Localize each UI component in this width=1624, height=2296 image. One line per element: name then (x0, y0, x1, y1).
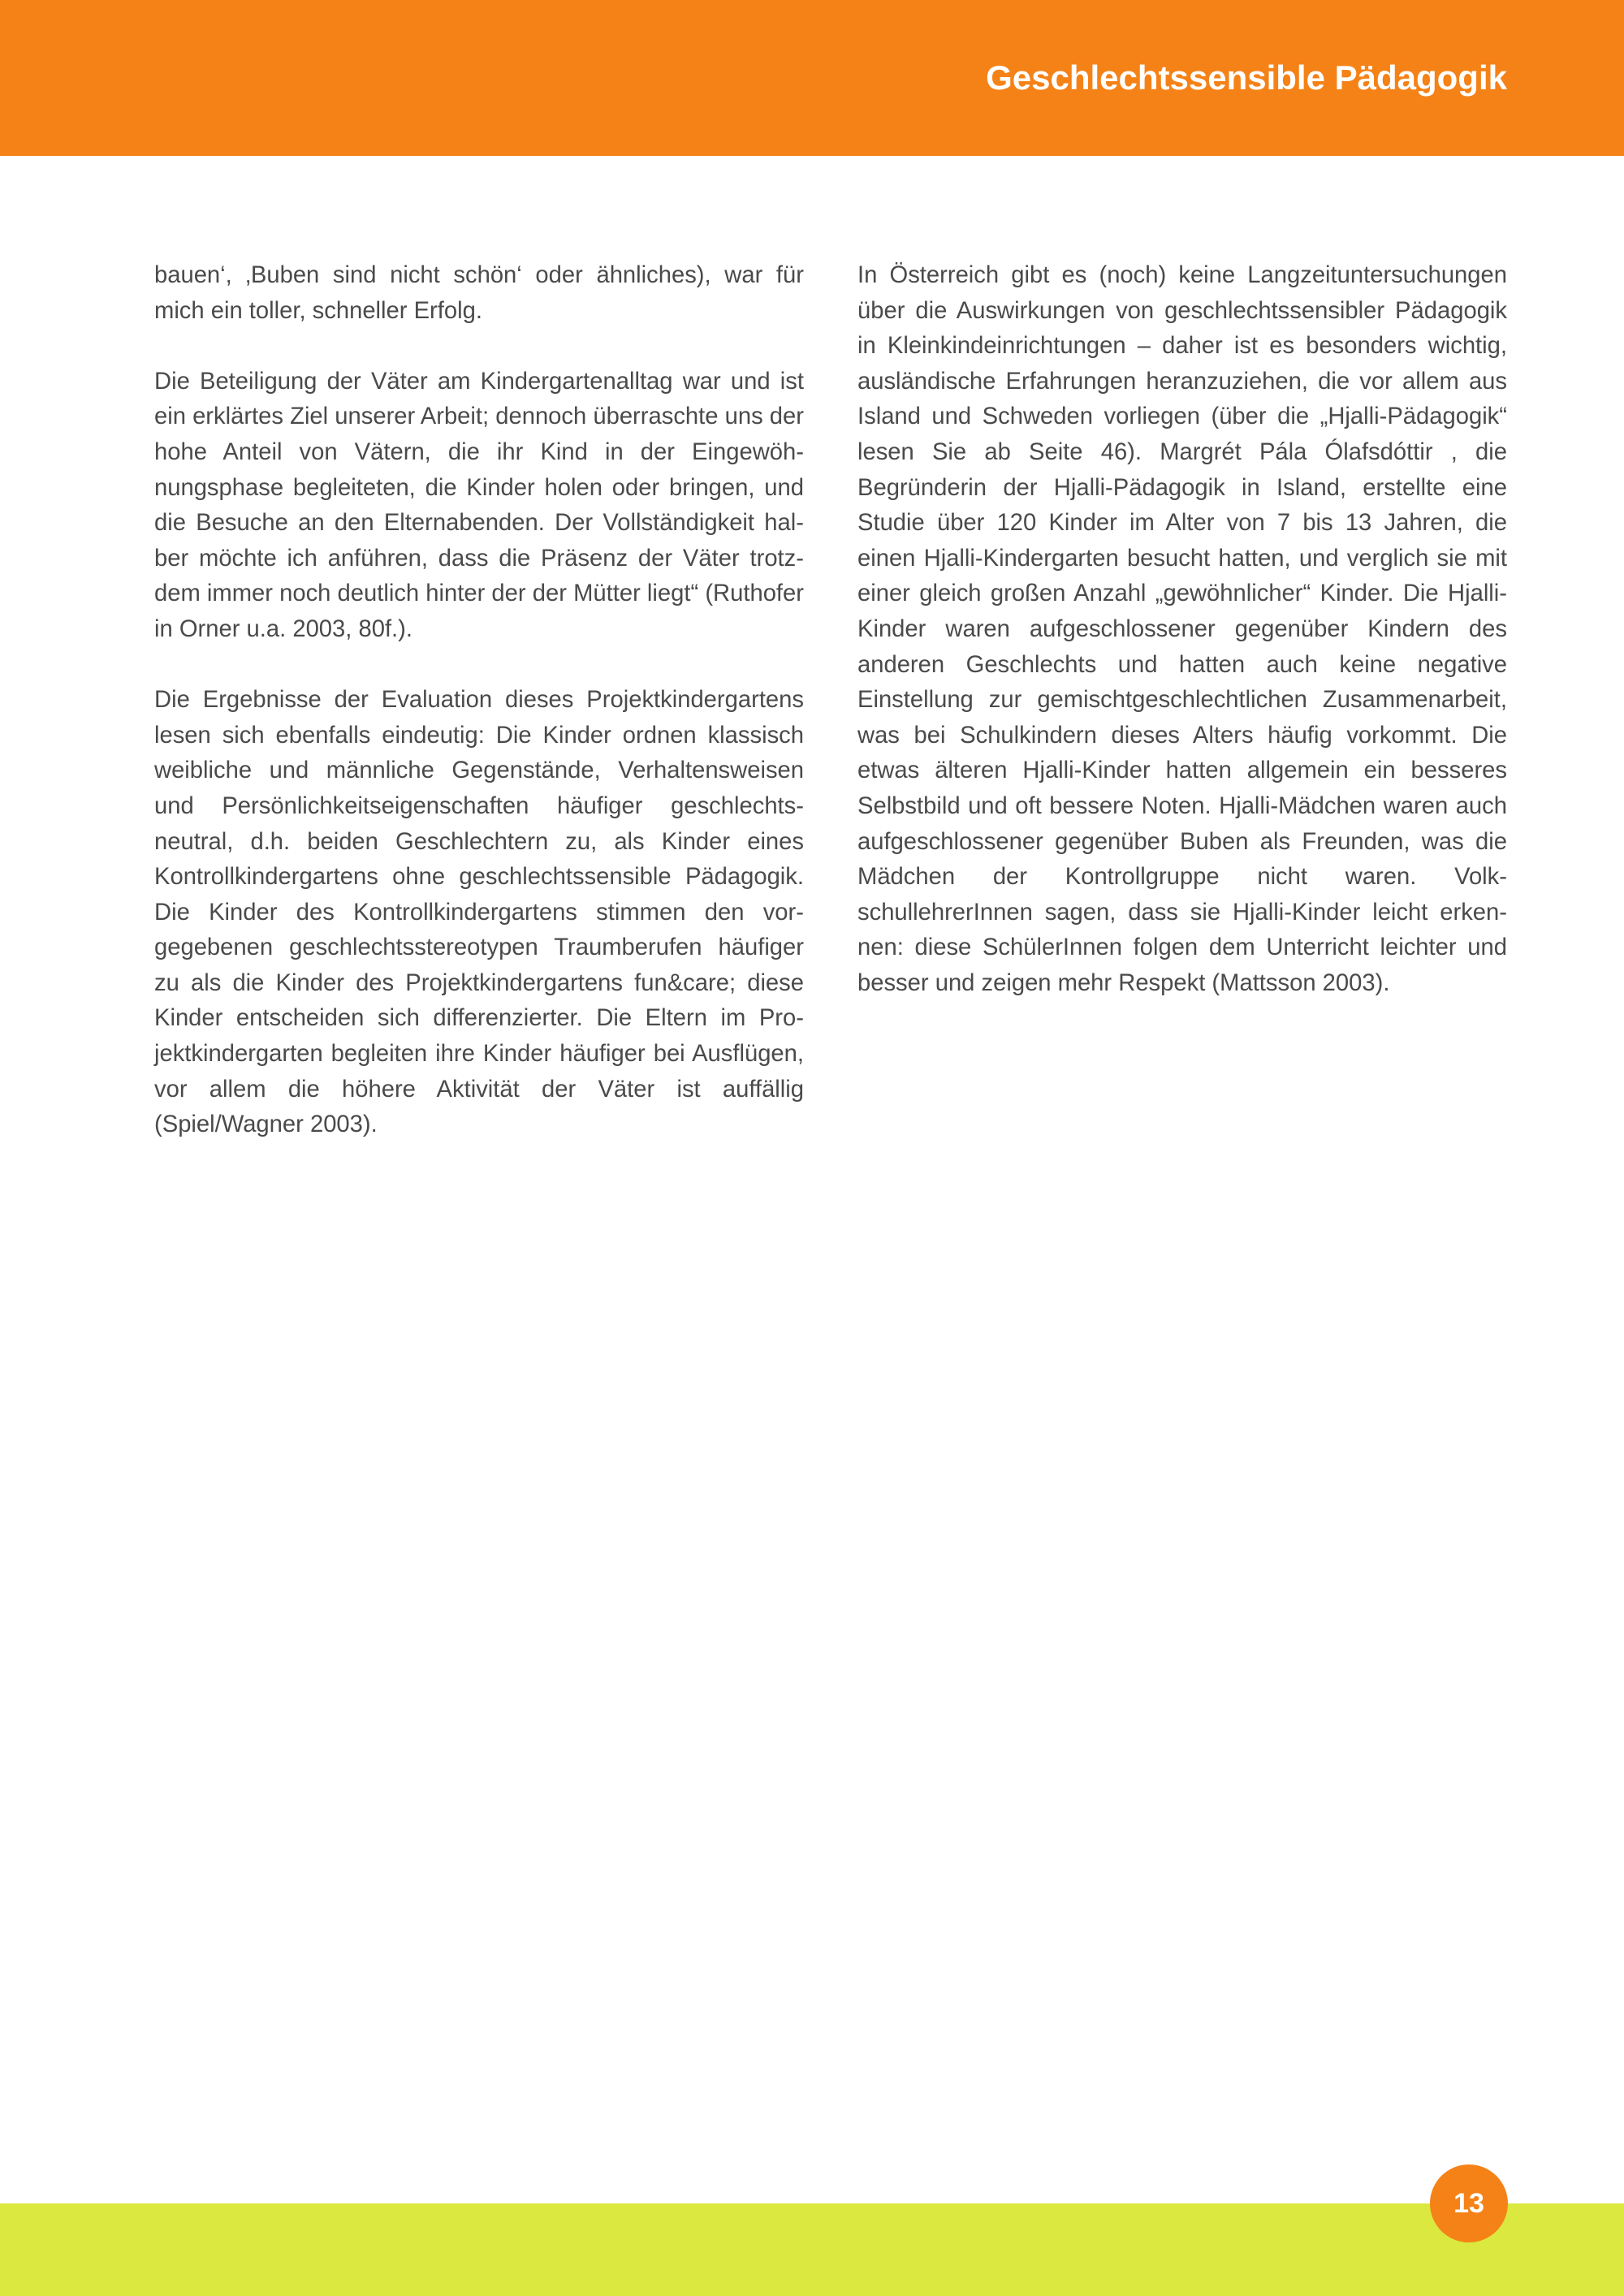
page-title: Geschlechtssensible Pädagogik (986, 58, 1507, 97)
page-number-badge: 13 (1430, 2164, 1508, 2242)
paragraph: Die Ergebnisse der Evaluation dieses Projektkindergartens lesen sich ebenfalls eindeutig: Die Kinder ordnen klassisch weibliche und männliche Gegenstände, Verhaltensweisen und Persönlichkeitseigenschaften häufiger geschlechtsneutral, d.h. beiden Geschlechtern zu, als Kinder eines Kontrollkindergartens ohne geschlechtssensible Pädagogik. Die Kinder des Kontrollkindergartens stimmen den vorgegebenen geschlechtsstereotypen Traumberufen häufiger zu als die Kinder des Projektkindergartens fun&care; diese Kinder entscheiden sich differenzierter. Die Eltern im Projektkindergarten begleiten ihre Kinder häufiger bei Ausflügen, vor allem die höhere Aktivität der Väter ist auffällig (Spiel/Wagner 2003). (154, 687, 804, 1138)
right-text-column (857, 258, 1507, 1001)
footer-band (0, 2203, 1624, 2296)
left-text-column (154, 258, 804, 1143)
paragraph: Die Beteiligung der Väter am Kindergartenalltag war und ist ein erklärtes Ziel unserer Arbeit; dennoch überraschte uns der hohe Anteil von Vätern, die ihr Kind in der Eingewöhnungsphase begleiteten, die Kinder holen oder bringen, und die Besuche an den Elternabenden. Der Vollständigkeit halber möchte ich anführen, dass die Präsenz der Väter trotzdem immer noch deutlich hinter der der Mütter liegt“ (Ruthofer in Orner u.a. 2003, 80f.). (154, 368, 804, 642)
paragraph: bauen‘, ‚Buben sind nicht schön‘ oder ähnliches), war für mich ein toller, schneller Erfolg. (154, 262, 804, 324)
header-band (0, 0, 1624, 156)
paragraph: In Österreich gibt es (noch) keine Langzeituntersuchungen über die Auswirkungen von geschlechtssensibler Pädagogik in Kleinkindeinrichtungen – daher ist es besonders wichtig, ausländische Erfahrungen heranzuziehen, die vor allem aus Island und Schweden vorliegen (über die „Hjalli-Pädagogik“ lesen Sie ab Seite 46). Margrét Pála Ólafsdóttir , die Begründerin der Hjalli-Pädagogik in Island, erstellte eine Studie über 120 Kinder im Alter von 7 bis 13 Jahren, die einen Hjalli-Kindergarten besucht hatten, und verglich sie mit einer gleich großen Anzahl „gewöhnlicher“ Kinder. Die Hjalli-Kinder waren aufgeschlossener gegenüber Kindern des anderen Geschlechts und hatten auch keine negative Einstellung zur gemischtgeschlechtlichen Zusammenarbeit, was bei Schulkindern dieses Alters häufig vorkommt. Die etwas älteren Hjalli-Kinder hatten allgemein ein besseres Selbstbild und oft bessere Noten. Hjalli-Mädchen waren auch aufgeschlossener gegenüber Buben als Freunden, was die Mädchen der Kontrollgruppe nicht waren. VolkschullehrerInnen sagen, dass sie Hjalli-Kinder leicht erkennen: diese SchülerInnen folgen dem Unterricht leichter und besser und zeigen mehr Respekt (Mattsson 2003). (857, 262, 1507, 996)
